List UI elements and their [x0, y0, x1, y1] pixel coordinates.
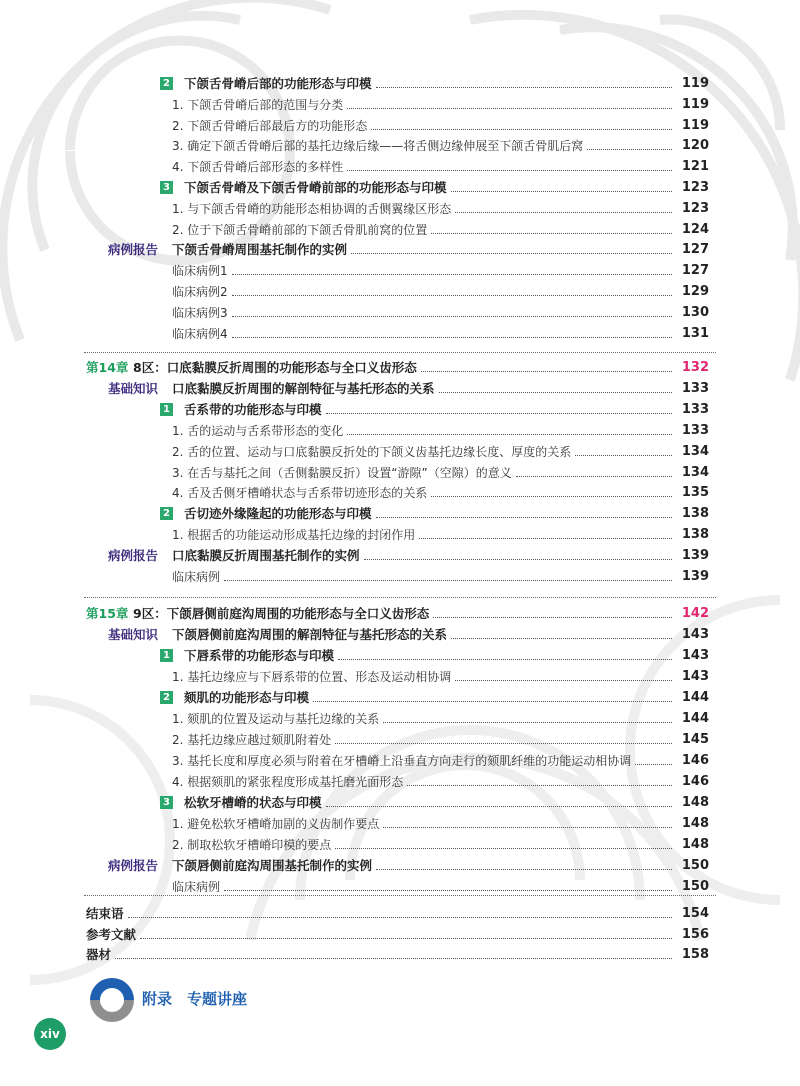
toc-entry[interactable]: [0, 303, 800, 323]
toc-item-title: 4. 舌及舌侧牙槽嵴状态与舌系带切迹形态的关系: [172, 486, 428, 501]
appendix-banner: [86, 978, 386, 1026]
toc-entry[interactable]: [0, 546, 800, 566]
toc-entry[interactable]: [0, 116, 800, 136]
page-number: 134: [681, 464, 709, 480]
toc-entry[interactable]: [0, 688, 800, 708]
toc-section-title: 松软牙槽嵴的状态与印模: [184, 795, 322, 810]
page-number: 146: [681, 753, 709, 768]
page-number: 139: [681, 548, 709, 564]
toc-entry[interactable]: [0, 625, 800, 645]
toc-section-title: 颏肌的功能形态与印模: [184, 690, 310, 705]
toc-clinical-case: 临床病例: [172, 570, 221, 584]
dot-leader: [376, 87, 672, 88]
dot-leader: [347, 108, 672, 109]
page-number: 123: [681, 200, 709, 216]
dot-leader: [383, 827, 672, 828]
chapter-number: 第15章: [86, 606, 129, 621]
chapter-title: 9区：下颌唇侧前庭沟周围的功能形态与全口义齿形态: [133, 606, 430, 621]
dot-leader: [516, 476, 672, 477]
toc-item-title: 1. 避免松软牙槽嵴加剧的义齿制作要点: [172, 817, 380, 831]
toc-entry[interactable]: [0, 157, 800, 177]
toc-entry[interactable]: [0, 358, 800, 378]
page-number: 119: [681, 96, 709, 112]
dot-leader: [335, 848, 672, 849]
dot-leader: [407, 785, 672, 786]
toc-entry[interactable]: [0, 835, 800, 855]
toc-entry[interactable]: [0, 793, 800, 813]
dot-leader: [451, 638, 672, 639]
dot-leader: [383, 722, 672, 723]
toc-heading-title: 下颌舌骨嵴周围基托制作的实例: [172, 242, 348, 258]
page-number: 150: [681, 879, 709, 894]
dot-leader: [433, 617, 672, 618]
page-number: 138: [681, 527, 709, 543]
toc-entry[interactable]: [0, 709, 800, 729]
page-number: 139: [681, 569, 709, 584]
page-number: 123: [681, 180, 709, 195]
toc-item-title: 2. 舌的位置、运动与口底黏膜反折处的下颌义齿基托边缘长度、厚度的关系: [172, 444, 572, 459]
toc-entry[interactable]: [0, 525, 800, 545]
dot-leader: [232, 274, 672, 275]
toc-heading-title: 口底黏膜反折周围的解剖特征与基托形态的关系: [172, 380, 435, 396]
toc-section-title: 下颌舌骨嵴后部的功能形态与印模: [184, 76, 372, 91]
dot-leader: [431, 496, 672, 497]
toc-item-title: 2. 位于下颌舌骨嵴前部的下颌舌骨肌前窝的位置: [172, 222, 428, 237]
toc-entry[interactable]: [0, 379, 800, 399]
page-number: 144: [681, 690, 709, 705]
toc-item-title: 2. 基托边缘应越过颏肌附着处: [172, 733, 332, 747]
page-number: 133: [681, 422, 709, 438]
page-number: 150: [681, 858, 709, 873]
basic-knowledge-tag: 基础知识: [108, 380, 159, 396]
toc-item-title: 3. 确定下颌舌骨嵴后部的基托边缘后缘——将舌侧边缘伸展至下颌舌骨肌后窝: [172, 139, 584, 154]
dot-leader: [451, 191, 672, 192]
dot-leader: [455, 680, 672, 681]
dot-leader: [232, 337, 672, 338]
toc-entry[interactable]: [0, 199, 800, 219]
page-number: 143: [681, 648, 709, 663]
dot-leader: [587, 149, 672, 150]
page-number: 146: [681, 774, 709, 789]
dot-leader: [431, 233, 672, 234]
toc-item-title: 1. 基托边缘应与下唇系带的位置、形态及运动相协调: [172, 670, 452, 684]
dot-leader: [313, 701, 672, 702]
dot-leader: [232, 316, 672, 317]
toc-entry[interactable]: [0, 504, 800, 524]
section-number-badge: 1: [160, 649, 173, 662]
dot-leader: [335, 743, 672, 744]
toc-item-title: 3. 在舌与基托之间（舌侧黏膜反折）设置“游隙”（空隙）的意义: [172, 465, 512, 480]
section-number-badge: 3: [160, 796, 173, 809]
dot-leader: [439, 392, 672, 393]
dot-leader: [338, 659, 672, 660]
dot-leader: [347, 170, 672, 171]
dot-leader: [575, 455, 672, 456]
case-report-tag: 病例报告: [108, 858, 159, 873]
toc-heading-title: 下颌唇侧前庭沟周围的解剖特征与基托形态的关系: [172, 627, 448, 642]
toc-entry[interactable]: [0, 261, 800, 281]
page-number: 132: [681, 360, 709, 375]
toc-heading-title: 下颌唇侧前庭沟周围基托制作的实例: [172, 858, 373, 873]
chapter-number: 第14章: [86, 360, 129, 375]
appendix-ring-icon: [86, 974, 138, 1026]
dot-leader: [421, 371, 672, 372]
basic-knowledge-tag: 基础知识: [108, 627, 159, 642]
page-number: 156: [681, 926, 709, 942]
toc-item-title: 1. 下颌舌骨嵴后部的范围与分类: [172, 97, 344, 112]
page-number: 119: [681, 76, 709, 91]
page-number: 143: [681, 669, 709, 684]
page-number: 142: [681, 606, 709, 621]
page-number: 133: [681, 380, 709, 396]
section-number-badge: 3: [160, 181, 173, 194]
toc-entry[interactable]: [0, 421, 800, 441]
toc-clinical-case: 临床病例1: [172, 264, 228, 279]
page-number: 121: [681, 159, 709, 175]
dot-leader: [326, 413, 672, 414]
toc-entry[interactable]: [0, 814, 800, 834]
toc-heading-title: 口底黏膜反折周围基托制作的实例: [172, 548, 360, 564]
page-number: 133: [681, 401, 709, 417]
chapter-title: 8区：口底黏膜反折周围的功能形态与全口义齿形态: [133, 360, 417, 375]
toc-section-title: 舌切迹外缘隆起的功能形态与印模: [184, 506, 372, 522]
section-separator: [84, 597, 716, 598]
dot-leader: [224, 890, 672, 891]
dot-leader: [232, 295, 672, 296]
page-number: 124: [681, 221, 709, 237]
dot-leader: [376, 869, 672, 870]
toc-item-title: 2. 下颌舌骨嵴后部最后方的功能形态: [172, 118, 368, 133]
toc-clinical-case: 临床病例3: [172, 305, 228, 320]
toc-entry[interactable]: [0, 772, 800, 792]
toc-item-title: 1. 颏肌的位置及运动与基托边缘的关系: [172, 712, 380, 726]
dot-leader: [347, 434, 672, 435]
toc-section-title: 舌系带的功能形态与印模: [184, 401, 322, 417]
end-matter-title: 参考文献: [86, 926, 137, 942]
page-number: 148: [681, 795, 709, 810]
page-number: 129: [681, 284, 709, 299]
toc-entry[interactable]: [0, 567, 800, 587]
dot-leader: [419, 538, 672, 539]
toc-section-title: 下唇系带的功能形态与印模: [184, 648, 335, 663]
page-number: 119: [681, 117, 709, 133]
toc-entry[interactable]: [0, 136, 800, 156]
section-number-badge: 1: [160, 403, 173, 416]
page-number: 127: [681, 242, 709, 258]
end-matter-title: 器材: [86, 947, 112, 963]
toc-entry[interactable]: [0, 74, 800, 94]
toc-item-title: 4. 下颌舌骨嵴后部形态的多样性: [172, 160, 344, 175]
toc-entry[interactable]: [0, 324, 800, 344]
dot-leader: [455, 212, 672, 213]
case-report-tag: 病例报告: [108, 548, 159, 564]
page-number: 127: [681, 263, 709, 279]
toc-entry[interactable]: [0, 945, 800, 965]
toc-entry[interactable]: [0, 463, 800, 483]
page-number: 145: [681, 732, 709, 747]
appendix-label: 附录 专题讲座: [142, 990, 248, 1008]
dot-leader: [140, 938, 672, 939]
toc-entry[interactable]: [0, 400, 800, 420]
dot-leader: [376, 517, 672, 518]
dot-leader: [224, 580, 672, 581]
page-number: 120: [681, 138, 709, 154]
dot-leader: [128, 917, 672, 918]
toc-item-title: 1. 舌的运动与舌系带形态的变化: [172, 423, 344, 438]
section-number-badge: 2: [160, 507, 173, 520]
toc-clinical-case: 临床病例2: [172, 285, 228, 299]
page-number: 134: [681, 443, 709, 459]
case-report-tag: 病例报告: [108, 242, 159, 258]
dot-leader: [351, 253, 672, 254]
toc-entry[interactable]: [0, 667, 800, 687]
toc-entry[interactable]: [0, 751, 800, 771]
toc-entry[interactable]: [0, 604, 800, 624]
dot-leader: [635, 764, 672, 765]
toc-entry[interactable]: [0, 178, 800, 198]
toc-clinical-case: 临床病例: [172, 880, 221, 894]
page-number: 148: [681, 816, 709, 831]
toc-entry[interactable]: [0, 240, 800, 260]
toc-item-title: 2. 制取松软牙槽嵴印模的要点: [172, 838, 332, 852]
page-number: 148: [681, 837, 709, 852]
page-number-folio: xiv: [34, 1018, 66, 1050]
toc-item-title: 1. 根据舌的功能运动形成基托边缘的封闭作用: [172, 528, 416, 543]
toc-entry[interactable]: [0, 483, 800, 503]
page-number: 143: [681, 627, 709, 642]
toc-entry[interactable]: [0, 877, 800, 897]
toc-entry[interactable]: [0, 646, 800, 666]
page-number: 131: [681, 325, 709, 341]
toc-item-title: 1. 与下颌舌骨嵴的功能形态相协调的舌侧翼缘区形态: [172, 201, 452, 216]
end-matter-title: 结束语: [86, 906, 124, 921]
toc-entry[interactable]: [0, 282, 800, 302]
page-number: 158: [681, 947, 709, 963]
toc-item-title: 3. 基托长度和厚度必须与附着在牙槽嵴上沿垂直方向走行的颏肌纤维的功能运动相协调: [172, 754, 632, 768]
dot-leader: [326, 806, 672, 807]
toc-clinical-case: 临床病例4: [172, 326, 228, 341]
toc-entry[interactable]: [0, 730, 800, 750]
page-number: 138: [681, 506, 709, 522]
dot-leader: [115, 958, 672, 959]
toc-entry[interactable]: [0, 904, 800, 924]
toc-entry[interactable]: [0, 95, 800, 115]
section-separator: [84, 352, 716, 353]
section-number-badge: 2: [160, 77, 173, 90]
toc-item-title: 4. 根据颏肌的紧张程度形成基托磨光面形态: [172, 775, 404, 789]
page-number: 135: [681, 485, 709, 501]
page-number: 154: [681, 906, 709, 921]
toc-entry[interactable]: [0, 856, 800, 876]
page-number: 130: [681, 304, 709, 320]
page-number: 144: [681, 711, 709, 726]
toc-entry[interactable]: [0, 925, 800, 945]
dot-leader: [371, 129, 672, 130]
toc-entry[interactable]: [0, 220, 800, 240]
section-number-badge: 2: [160, 691, 173, 704]
toc-section-title: 下颌舌骨嵴及下颌舌骨嵴前部的功能形态与印模: [184, 180, 447, 195]
dot-leader: [364, 559, 672, 560]
toc-entry[interactable]: [0, 442, 800, 462]
